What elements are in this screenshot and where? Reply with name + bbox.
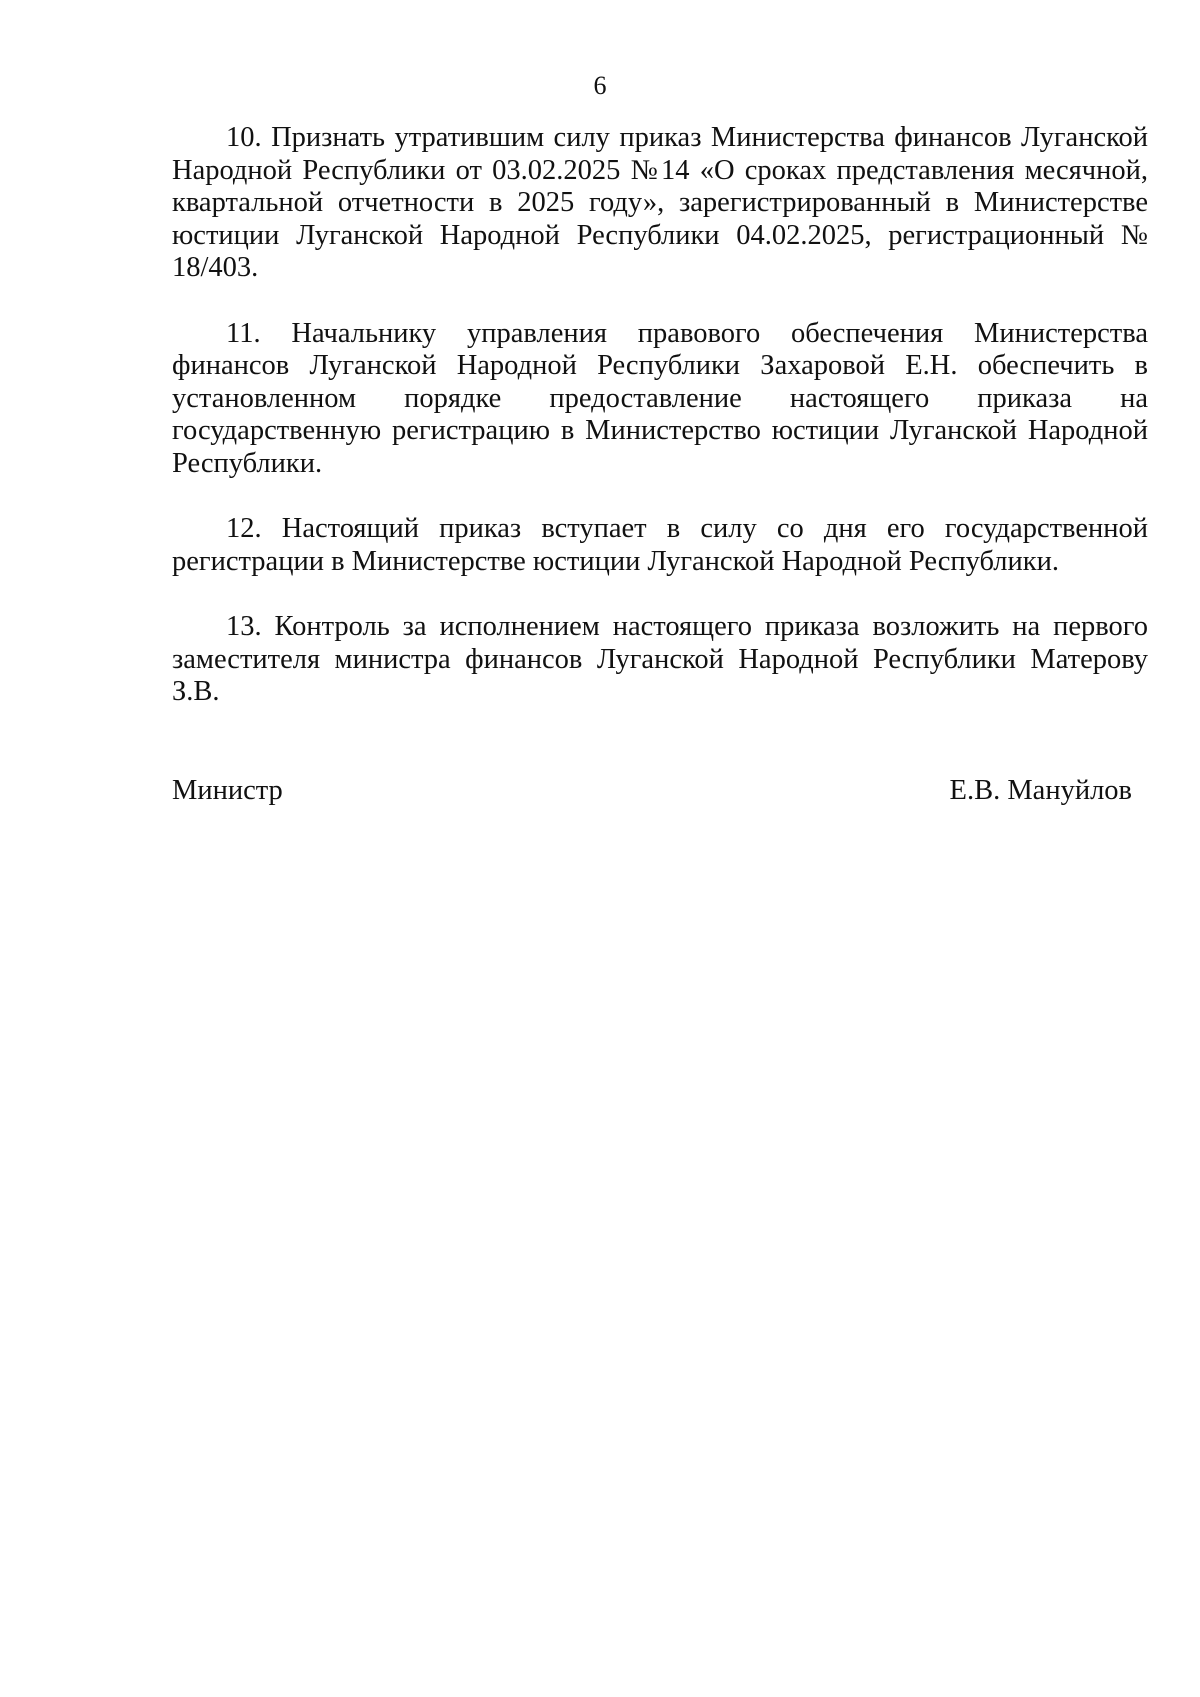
paragraph-13: 13. Контроль за исполнением настоящего приказа возложить на первого заместителя министра финансов Луганской Народной Республики Матерову З.В. [172, 610, 1148, 708]
document-body [172, 122, 1148, 741]
paragraph-11: 11. Начальнику управления правового обеспечения Министерства финансов Луганской Народной Республики Захаровой Е.Н. обеспечить в установленном порядке предоставление настоящего приказа на государственную регистрацию в Министерство юстиции Луганской Народной Республики. [172, 317, 1148, 479]
signatory-name: Е.В. Мануйлов [949, 775, 1132, 806]
signatory-title: Министр [172, 775, 283, 806]
paragraph-10: 10. Признать утратившим силу приказ Министерства финансов Луганской Народной Республики от 03.02.2025 №14 «О сроках представления месячной, квартальной отчетности в 2025 году», зарегистрированный в Министерстве юстиции Луганской Народной Республики 04.02.2025, регистрационный № 18/403. [172, 122, 1148, 284]
page-number: 6 [593, 71, 607, 100]
paragraph-12: 12. Настоящий приказ вступает в силу со дня его государственной регистрации в Министерстве юстиции Луганской Народной Республики. [172, 513, 1148, 577]
